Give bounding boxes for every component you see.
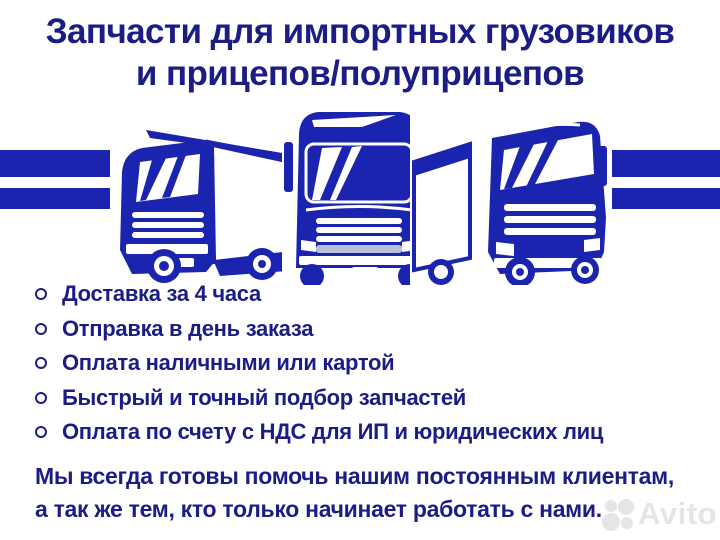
avito-logo-icon: [600, 495, 636, 533]
footer-text: [35, 460, 674, 526]
list-item: [33, 277, 603, 312]
list-item: [33, 381, 603, 416]
bullet-icon: [35, 426, 47, 438]
list-item-label: Отправка в день заказа: [62, 315, 314, 341]
footer-line-1: Мы всегда готовы помочь нашим постоянным клиентам,: [35, 463, 674, 489]
page-title: [0, 0, 720, 95]
list-item-label: Доставка за 4 часа: [62, 281, 261, 307]
trucks-illustration: [0, 100, 720, 285]
list-item-label: Оплата наличными или картой: [62, 350, 395, 376]
bullet-icon: [35, 392, 47, 404]
list-item: [33, 346, 603, 381]
bullet-icon: [35, 357, 47, 369]
truck-left-icon: [110, 120, 308, 285]
bullet-icon: [35, 288, 47, 300]
avito-watermark: [600, 495, 717, 533]
list-item: [33, 415, 603, 450]
list-item-label: Оплата по счету с НДС для ИП и юридических лиц: [62, 419, 604, 445]
benefits-list: [33, 277, 603, 450]
title-line-1: Запчасти для импортных грузовиков: [45, 12, 675, 51]
bullet-icon: [35, 323, 47, 335]
truck-right-icon: [410, 110, 612, 285]
list-item-label: Быстрый и точный подбор запчастей: [62, 384, 466, 410]
title-line-2: и прицепов/полуприцепов: [135, 54, 585, 93]
footer-line-2: а так же тем, кто только начинает работать с нами.: [35, 496, 602, 522]
list-item: [33, 312, 603, 347]
avito-label: Avito: [638, 496, 717, 531]
